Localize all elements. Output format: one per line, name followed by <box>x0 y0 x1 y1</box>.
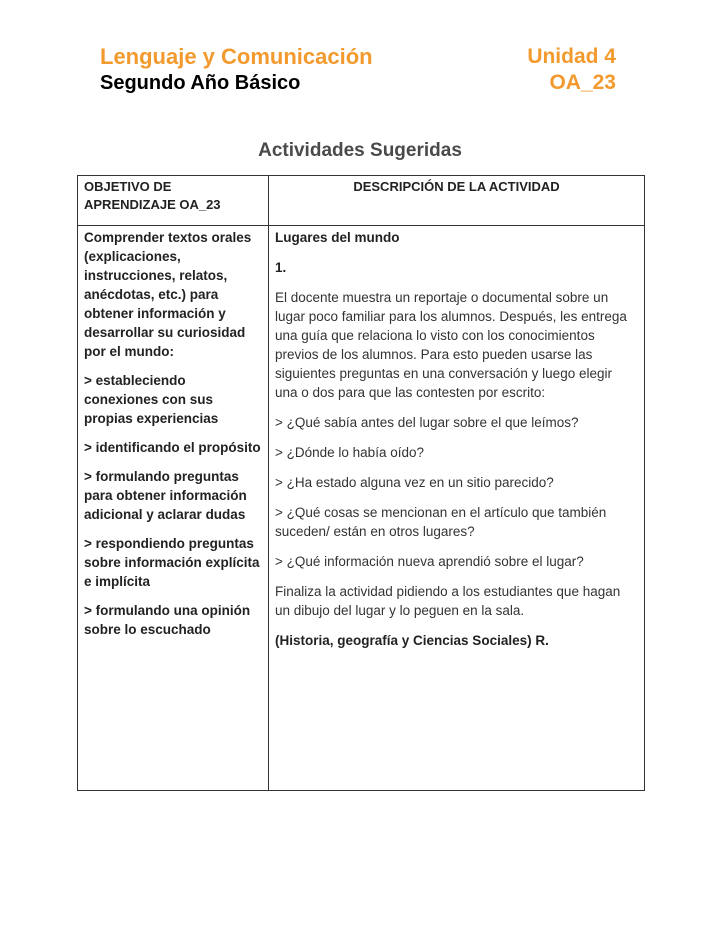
activity-question: > ¿Qué cosas se mencionan en el artículo que también suceden/ están en otros lugares? <box>275 505 607 539</box>
grade-title: Segundo Año Básico <box>100 72 301 94</box>
activity-table <box>77 175 645 791</box>
description-header: DESCRIPCIÓN DE LA ACTIVIDAD <box>269 176 645 226</box>
activity-question: > ¿Qué información nueva aprendió sobre el lugar? <box>275 554 584 569</box>
unit-label: Unidad 4 <box>527 45 616 68</box>
activity-title: Lugares del mundo <box>275 230 400 245</box>
activity-number: 1. <box>275 260 287 275</box>
header-left <box>100 44 373 96</box>
activity-cell <box>269 226 645 791</box>
objective-cell <box>78 226 269 791</box>
objective-item: > formulando una opinión sobre lo escuchado <box>84 603 251 637</box>
objective-item: > estableciendo conexiones con sus propias experiencias <box>84 373 219 426</box>
objective-item: > respondiendo preguntas sobre información explícita e implícita <box>84 536 260 589</box>
table-header-row <box>78 176 645 226</box>
activity-intro: El docente muestra un reportaje o documental sobre un lugar poco familiar para los alumnos. Después, les entrega una guía que relaciona lo visto con los conocimientos previos de los alumnos. Para esto pueden usarse las siguientes preguntas en una conversación y luego elegir una o dos para que las contesten por escrito: <box>275 290 627 400</box>
activity-question: > ¿Dónde lo había oído? <box>275 445 424 460</box>
objective-item: > formulando preguntas para obtener información adicional y aclarar dudas <box>84 469 247 522</box>
objective-item: > identificando el propósito <box>84 440 261 455</box>
objective-main: Comprender textos orales (explicaciones, instrucciones, relatos, anécdotas, etc.) para obtener información y desarrollar su curiosidad por el mundo: <box>84 230 252 359</box>
activity-question: > ¿Qué sabía antes del lugar sobre el que leímos? <box>275 415 579 430</box>
activity-subjects: (Historia, geografía y Ciencias Sociales) R. <box>275 633 549 648</box>
oa-label: OA_23 <box>549 71 616 94</box>
objective-header: OBJETIVO DE APRENDIZAJE OA_23 <box>78 176 269 226</box>
activity-question: > ¿Ha estado alguna vez en un sitio parecido? <box>275 475 554 490</box>
header-right <box>527 44 616 96</box>
table-body-row <box>78 226 645 791</box>
subject-title: Lenguaje y Comunicación <box>100 44 373 69</box>
activity-closing: Finaliza la actividad pidiendo a los estudiantes que hagan un dibujo del lugar y lo peguen en la sala. <box>275 584 621 618</box>
page-title: Actividades Sugeridas <box>258 140 462 161</box>
